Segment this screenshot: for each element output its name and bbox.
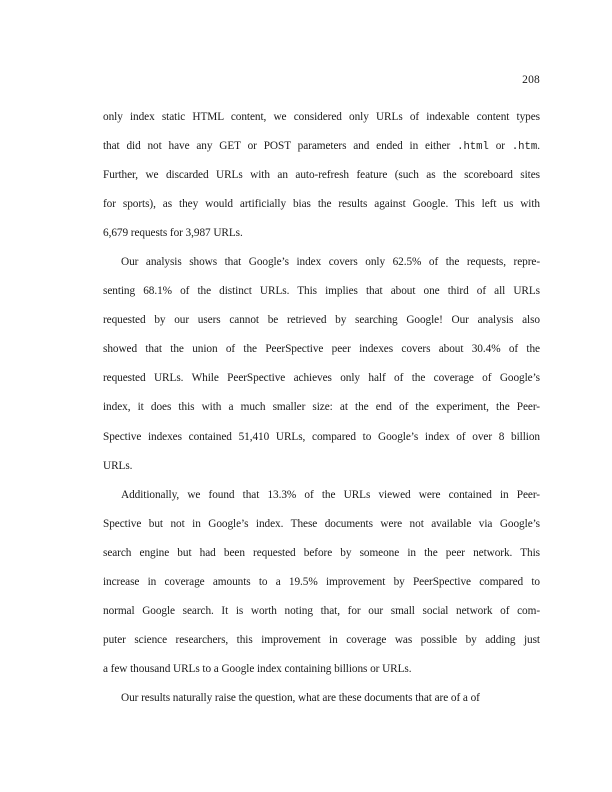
text-segment: .	[537, 140, 540, 153]
text-line: requested by our users cannot be retrieved by searching Google! Our analysis also	[103, 314, 540, 327]
monospace-token: .html	[457, 141, 489, 154]
text-line: normal Google search. It is worth noting that, for our small social network of com-	[103, 604, 540, 617]
text-line: showed that the union of the PeerSpective peer indexes covers about 30.4% of the	[103, 343, 540, 356]
body-text	[103, 103, 540, 713]
text-segment: that did not have any GET or POST parameters and ended in either	[103, 140, 458, 153]
text-line: index, it does this with a much smaller size: at the end of the experiment, the Peer-	[103, 401, 540, 414]
text-line: Our analysis shows that Google’s index covers only 62.5% of the requests, repre-	[121, 256, 540, 269]
text-line: search engine but had been requested before by someone in the peer network. This	[103, 546, 540, 559]
monospace-token: .htm	[511, 141, 538, 154]
text-line: puter science researchers, this improvement in coverage was possible by adding just	[103, 633, 540, 646]
text-line: requested URLs. While PeerSpective achieves only half of the coverage of Google’s	[103, 372, 540, 385]
text-line: for sports), as they would artificially bias the results against Google. This left us with	[103, 198, 540, 211]
text-line: Further, we discarded URLs with an auto-refresh feature (such as the scoreboard sites	[103, 169, 540, 182]
paragraph	[103, 481, 540, 684]
text-line: Additionally, we found that 13.3% of the URLs viewed were contained in Peer-	[121, 488, 540, 501]
text-segment: or	[488, 140, 512, 153]
text-line: Spective indexes contained 51,410 URLs, compared to Google’s index of over 8 billion	[103, 430, 540, 443]
text-line: 6,679 requests for 3,987 URLs.	[103, 227, 243, 240]
text-line: URLs.	[103, 459, 133, 472]
text-line: a few thousand URLs to a Google index containing billions or URLs.	[103, 662, 412, 675]
paragraph	[103, 248, 540, 480]
text-line: Our results naturally raise the question, what are these documents that are of a of	[121, 691, 480, 704]
text-line: senting 68.1% of the distinct URLs. This implies that about one third of all URLs	[103, 285, 540, 298]
paragraph	[103, 684, 540, 713]
text-line: Spective but not in Google’s index. These documents were not available via Google’s	[103, 517, 540, 530]
paragraph	[103, 103, 540, 248]
page-number: 208	[522, 74, 540, 86]
text-line	[103, 132, 540, 161]
text-line: only index static HTML content, we considered only URLs of indexable content types	[103, 111, 540, 123]
text-line: increase in coverage amounts to a 19.5% improvement by PeerSpective compared to	[103, 575, 540, 588]
